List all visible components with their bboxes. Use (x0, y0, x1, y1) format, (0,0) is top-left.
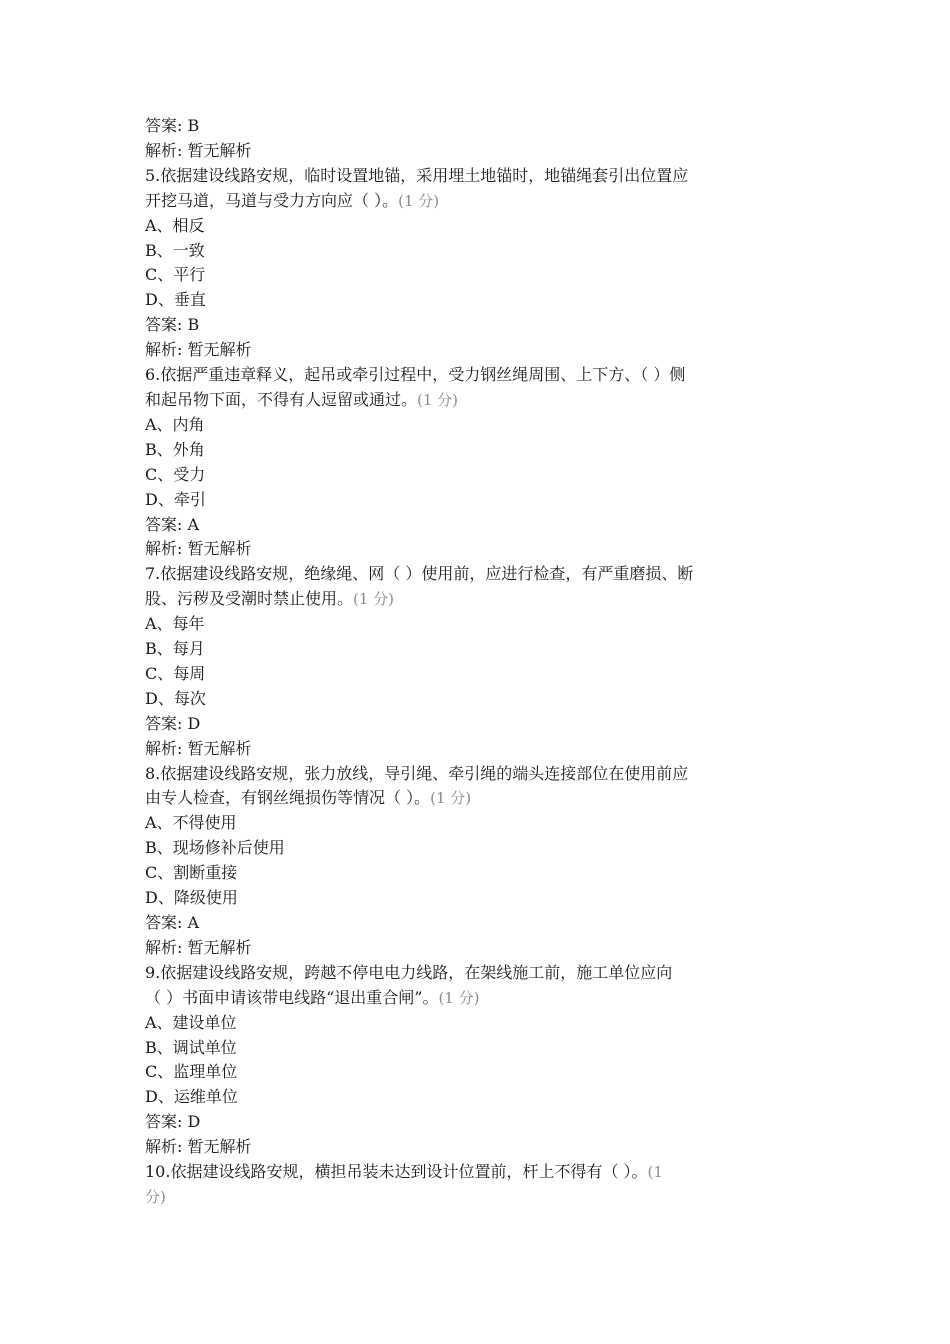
option-c: C、监理单位 (145, 1062, 238, 1082)
question-text: 10.依据建设线路安规，横担吊装未达到设计位置前，杆上不得有（ ）。 (145, 1162, 648, 1182)
question-text-continued (145, 189, 810, 214)
answer-line: 答案: B (145, 315, 200, 335)
question-text-cont: （ ）书面申请该带电线路“退出重合闸”。 (145, 987, 439, 1007)
analysis-line: 解析: 暂无解析 (145, 140, 252, 160)
question-text-cont: 开挖马道，马道与受力方向应（ ）。 (145, 190, 399, 210)
answer-line: 答案: A (145, 514, 200, 534)
question-block (145, 562, 810, 761)
question-text-continued (145, 587, 810, 612)
option-c: C、受力 (145, 464, 206, 484)
option-a: A、每年 (145, 614, 205, 634)
question-text-continued (145, 388, 810, 413)
score-label: (1 分) (417, 390, 459, 409)
score-label-cont: 分) (145, 1187, 166, 1206)
option-d: D、每次 (145, 688, 206, 708)
analysis-line: 解析: 暂无解析 (145, 738, 252, 758)
question-block (145, 164, 810, 363)
option-b: B、现场修补后使用 (145, 838, 285, 858)
question-text-cont: 由专人检查，有钢丝绳损伤等情况（ ）。 (145, 788, 431, 808)
question-block (145, 1160, 810, 1210)
option-c: C、平行 (145, 265, 206, 285)
question-text: 5.依据建设线路安规，临时设置地锚，采用埋土地锚时，地锚绳套引出位置应 (145, 165, 689, 185)
option-c: C、割断重接 (145, 863, 238, 883)
option-b: B、一致 (145, 240, 205, 260)
answer-line: 答案: D (145, 1112, 201, 1132)
analysis-line: 解析: 暂无解析 (145, 937, 252, 957)
option-a: A、相反 (145, 215, 205, 235)
option-c: C、每周 (145, 663, 206, 683)
option-a: A、内角 (145, 414, 205, 434)
option-d: D、运维单位 (145, 1087, 238, 1107)
answer-line: 答案: A (145, 913, 200, 932)
question-text: 6.依据严重违章释义，起吊或牵引过程中，受力钢丝绳周围、上下方、（ ）侧 (145, 365, 686, 385)
question-text-continued (145, 986, 810, 1011)
question-text-cont: 股、污秽及受潮时禁止使用。 (145, 589, 354, 609)
question-block (145, 363, 810, 562)
analysis-line: 解析: 暂无解析 (145, 1137, 252, 1157)
question-text: 9.依据建设线路安规，跨越不停电电力线路，在架线施工前，施工单位应向 (145, 962, 673, 982)
exam-document (145, 114, 810, 1210)
option-d: D、垂直 (145, 290, 206, 310)
option-a: A、不得使用 (145, 813, 237, 833)
score-label: (1 分) (398, 191, 440, 210)
option-b: B、外角 (145, 439, 205, 459)
analysis-line: 解析: 暂无解析 (145, 340, 252, 360)
question-block (145, 961, 810, 1160)
analysis-line: 解析: 暂无解析 (145, 539, 252, 559)
question-text: 8.依据建设线路安规，张力放线，导引绳、牵引绳的端头连接部位在使用前应 (145, 763, 689, 783)
option-a: A、建设单位 (145, 1012, 237, 1032)
question-text-cont: 和起吊物下面，不得有人逗留或通过。 (145, 389, 418, 409)
question-block (145, 762, 810, 961)
score-label: (1 分) (353, 590, 395, 609)
question-text: 7.依据建设线路安规，绝缘绳、网（ ）使用前，应进行检查，有严重磨损、断 (145, 564, 694, 584)
answer-line: 答案: D (145, 713, 201, 733)
score-label: (1 (647, 1163, 663, 1182)
question-text-continued (145, 786, 810, 811)
option-d: D、降级使用 (145, 888, 238, 908)
option-b: B、调试单位 (145, 1037, 237, 1057)
option-d: D、牵引 (145, 489, 206, 509)
option-b: B、每月 (145, 639, 205, 659)
score-label: (1 分) (438, 988, 480, 1007)
answer-line: 答案: B (145, 116, 200, 135)
question-text-line (145, 1160, 810, 1185)
score-label: (1 分) (430, 789, 472, 808)
